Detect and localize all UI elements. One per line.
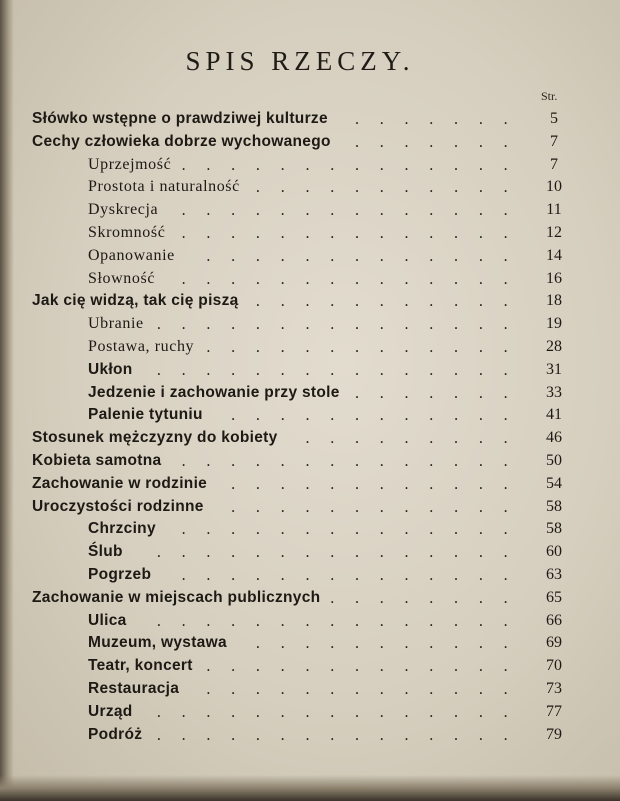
toc-page-number: 10: [546, 178, 562, 196]
toc-entry: [0, 429, 620, 451]
toc-entry-title: Uroczystości rodzinne: [32, 497, 204, 515]
toc-entry: [0, 612, 620, 634]
toc-entry-title: Palenie tytuniu: [88, 406, 203, 424]
toc-entry: [0, 224, 620, 246]
toc-entry: [0, 201, 620, 223]
toc-entry: [0, 589, 620, 611]
toc-entry-title: Zachowanie w rodzinie: [32, 474, 208, 492]
toc-entry-title: Urząd: [88, 702, 133, 720]
toc-entry: [0, 133, 620, 155]
toc-page-number: 46: [546, 429, 562, 447]
page-edge-bottom: [0, 775, 620, 801]
toc-entry-title: Dyskrecja: [88, 201, 159, 219]
toc-page-number: 41: [546, 406, 562, 424]
toc-entry: [0, 292, 620, 314]
dot-leader: ...............: [156, 611, 528, 630]
toc-page-number: 18: [546, 292, 562, 310]
dot-leader: ............: [230, 474, 528, 493]
toc-entry-title: Teatr, koncert: [88, 657, 193, 675]
toc-entry-title: Jak cię widzą, tak cię piszą: [32, 292, 239, 310]
dot-leader: ...............: [156, 315, 528, 334]
dot-leader: ..............: [181, 520, 528, 539]
dot-leader: .............: [206, 246, 528, 265]
dot-leader: .......: [354, 110, 528, 128]
toc-entry-title: Cechy człowieka dobrze wychowanego: [32, 132, 331, 150]
toc-entry-title: Podróż: [88, 725, 143, 743]
toc-entry-title: Słowność: [88, 269, 156, 287]
dot-leader: ...........: [255, 634, 528, 653]
toc-entry: [0, 498, 620, 520]
toc-page-number: 7: [550, 132, 558, 150]
toc-page-number: 73: [546, 680, 562, 697]
toc-page-number: 11: [546, 201, 562, 219]
toc-entry-title: Skromność: [88, 224, 166, 241]
toc-entry: [0, 315, 620, 337]
dot-leader: ............: [230, 497, 528, 516]
dot-leader: .............: [206, 338, 528, 356]
dot-leader: .............: [206, 657, 528, 676]
toc-entry: [0, 178, 620, 200]
toc-page-number: 31: [546, 360, 562, 378]
toc-entry: [0, 270, 620, 292]
toc-entry: [0, 680, 620, 702]
toc-entry-title: Słówko wstępne o prawdziwej kulturze: [32, 110, 328, 127]
toc-entry-title: Jedzenie i zachowanie przy stole: [88, 383, 340, 401]
toc-entry-title: Postawa, ruchy: [88, 338, 195, 355]
toc-entry: [0, 156, 620, 178]
dot-leader: .......: [354, 132, 528, 151]
toc-entry: [0, 384, 620, 406]
dot-leader: ...........: [255, 178, 528, 197]
toc-page-number: 33: [546, 383, 562, 401]
toc-entry: [0, 634, 620, 656]
page-column-label: Str.: [541, 89, 558, 103]
toc-page-number: 79: [546, 725, 562, 743]
dot-leader: ..............: [181, 224, 528, 242]
toc-page-number: 63: [546, 566, 562, 583]
toc-page-number: 69: [546, 634, 562, 652]
toc-page-number: 60: [546, 543, 562, 561]
dot-leader: ...............: [156, 702, 528, 721]
toc-entry: [0, 475, 620, 497]
toc-entry-title: Kobieta samotna: [32, 452, 162, 469]
dot-leader: .............: [206, 680, 528, 698]
dot-leader: ..............: [181, 269, 528, 288]
toc-entry-title: Ślub: [88, 543, 123, 561]
toc-entry-title: Pogrzeb: [88, 566, 152, 583]
toc-entry: [0, 338, 620, 360]
dot-leader: ...............: [156, 725, 528, 744]
dot-leader: ........: [329, 588, 528, 607]
toc-entry-title: Stosunek mężczyzny do kobiety: [32, 429, 278, 447]
toc-entry: [0, 726, 620, 748]
toc-entry-title: Ubranie: [88, 315, 144, 333]
dot-leader: ..............: [181, 201, 528, 220]
dot-leader: ............: [230, 406, 528, 425]
toc-entry-title: Muzeum, wystawa: [88, 634, 227, 652]
toc-entry-title: Opanowanie: [88, 246, 175, 264]
toc-entry-title: Chrzciny: [88, 520, 156, 538]
toc-entry: [0, 657, 620, 679]
toc-page-number: 50: [546, 452, 562, 469]
toc-page-number: 58: [546, 497, 562, 515]
toc-page-number: 28: [546, 338, 562, 355]
dot-leader: ..............: [181, 155, 528, 174]
toc-page-number: 66: [546, 611, 562, 629]
toc-entry: [0, 361, 620, 383]
dot-leader: ..............: [181, 452, 528, 470]
toc-entry: [0, 566, 620, 588]
dot-leader: ...........: [255, 292, 528, 311]
toc-entry-title: Zachowanie w miejscach publicznych: [32, 588, 321, 606]
toc-page-number: 77: [546, 702, 562, 720]
toc-entry: [0, 703, 620, 725]
toc-entry: [0, 247, 620, 269]
toc-page-number: 7: [550, 155, 558, 173]
dot-leader: ..............: [181, 566, 528, 584]
toc-page-number: 65: [546, 588, 562, 606]
dot-leader: ...............: [156, 360, 528, 379]
dot-leader: .........: [305, 429, 528, 448]
toc-entry: [0, 543, 620, 565]
toc-page-number: 58: [546, 520, 562, 538]
toc-page-number: 19: [546, 315, 562, 333]
toc-entry: [0, 110, 620, 132]
dot-leader: .......: [354, 383, 528, 402]
toc-page-number: 54: [546, 474, 562, 492]
toc-entry: [0, 520, 620, 542]
toc-page-number: 70: [546, 657, 562, 675]
toc-page-number: 5: [550, 110, 558, 127]
toc-entry-title: Prostota i naturalność: [88, 178, 240, 196]
toc-entry: [0, 452, 620, 474]
toc-entry-title: Uprzejmość: [88, 155, 172, 173]
toc-entry-title: Ulica: [88, 611, 127, 629]
toc-page-number: 16: [546, 269, 562, 287]
toc-entry: [0, 406, 620, 428]
dot-leader: ...............: [156, 543, 528, 562]
toc-page-number: 14: [546, 246, 562, 264]
toc-page-number: 12: [546, 224, 562, 241]
page-title: SPIS RZECZY.: [185, 46, 415, 76]
toc-entry-title: Restauracja: [88, 680, 180, 697]
toc-entry-title: Ukłon: [88, 360, 133, 378]
